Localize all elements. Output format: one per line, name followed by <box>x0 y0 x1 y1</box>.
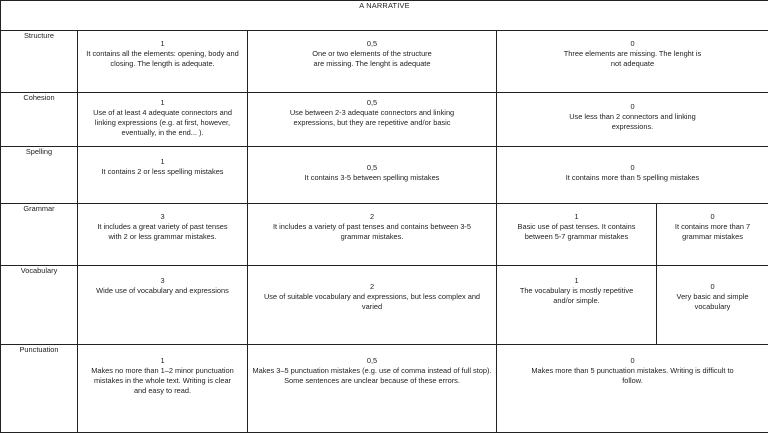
score-cell <box>78 204 248 266</box>
score-value: 0 <box>661 266 764 292</box>
score-value: 0 <box>501 345 764 366</box>
score-value: 0 <box>501 31 764 49</box>
criterion-cell: Spelling <box>1 147 78 204</box>
score-cell <box>248 93 497 147</box>
score-cell <box>78 266 248 345</box>
score-value: 1 <box>82 93 243 108</box>
rubric-row-structure <box>1 31 768 93</box>
rubric-row-vocabulary <box>1 266 768 345</box>
score-description: It contains 3-5 between spelling mistakes <box>252 173 492 183</box>
score-description: It contains 2 or less spelling mistakes <box>82 167 243 177</box>
score-cell <box>497 93 768 147</box>
score-cell <box>497 147 768 204</box>
score-value: 2 <box>252 266 492 292</box>
criterion-cell: Structure <box>1 31 78 93</box>
score-value: 1 <box>501 204 652 222</box>
score-description: Three elements are missing. The lenght is not adequate <box>501 49 764 69</box>
score-description: Wide use of vocabulary and expressions <box>82 286 243 296</box>
score-value: 1 <box>501 266 652 286</box>
score-description: Makes more than 5 punctuation mistakes. Writing is difficult to follow. <box>501 366 764 386</box>
score-cell <box>78 31 248 93</box>
score-description: It contains more than 7 grammar mistakes <box>661 222 764 242</box>
score-description: It contains all the elements: opening, body and closing. The length is adequate. <box>82 49 243 69</box>
score-description: One or two elements of the structure are missing. The lenght is adequate <box>252 49 492 69</box>
score-cell <box>657 266 768 345</box>
score-description: The vocabulary is mostly repetitive and/or simple. <box>501 286 652 306</box>
score-value: 0 <box>501 93 764 112</box>
score-value: 0,5 <box>252 345 492 366</box>
criterion-cell: Punctuation <box>1 345 78 433</box>
score-description: It includes a variety of past tenses and contains between 3-5 grammar mistakes. <box>252 222 492 242</box>
rubric-row-grammar <box>1 204 768 266</box>
score-description: Makes no more than 1–2 minor punctuation mistakes in the whole text. Writing is clear and easy to read. <box>82 366 243 396</box>
score-value: 0,5 <box>252 31 492 49</box>
score-cell <box>497 204 657 266</box>
score-description: It includes a great variety of past tenses with 2 or less grammar mistakes. <box>82 222 243 242</box>
score-cell <box>497 266 657 345</box>
score-cell <box>497 31 768 93</box>
score-cell <box>248 266 497 345</box>
score-value: 0,5 <box>252 93 492 108</box>
score-cell <box>78 93 248 147</box>
score-cell <box>248 204 497 266</box>
criterion-cell: Cohesion <box>1 93 78 147</box>
score-cell <box>78 147 248 204</box>
score-cell <box>657 204 768 266</box>
score-cell <box>248 31 497 93</box>
score-value: 0 <box>661 204 764 222</box>
score-value: 0 <box>501 147 764 173</box>
criterion-cell: Grammar <box>1 204 78 266</box>
score-value: 3 <box>82 204 243 222</box>
score-cell <box>248 345 497 433</box>
rubric-row-cohesion <box>1 93 768 147</box>
score-value: 3 <box>82 266 243 286</box>
page-title: A NARRATIVE <box>1 1 768 31</box>
score-cell <box>248 147 497 204</box>
score-value: 1 <box>82 345 243 366</box>
score-description: Use of at least 4 adequate connectors and linking expressions (e.g. at first, however, eventually, in the end... ). <box>82 108 243 138</box>
rubric-row-punctuation <box>1 345 768 433</box>
score-value: 2 <box>252 204 492 222</box>
score-description: It contains more than 5 spelling mistakes <box>501 173 764 183</box>
score-description: Basic use of past tenses. It contains between 5-7 grammar mistakes <box>501 222 652 242</box>
score-value: 0,5 <box>252 147 492 173</box>
criterion-cell: Vocabulary <box>1 266 78 345</box>
score-description: Use between 2-3 adequate connectors and linking expressions, but they are repetitive and/or basic <box>252 108 492 128</box>
score-description: Very basic and simple vocabulary <box>661 292 764 312</box>
score-description: Use of suitable vocabulary and expressions, but less complex and varied <box>252 292 492 312</box>
score-value: 1 <box>82 31 243 49</box>
score-description: Makes 3–5 punctuation mistakes (e.g. use of comma instead of full stop). Some sentences are unclear because of these errors. <box>252 366 492 386</box>
score-cell <box>78 345 248 433</box>
title-row <box>1 1 768 31</box>
rubric-row-spelling <box>1 147 768 204</box>
score-value: 1 <box>82 147 243 167</box>
score-cell <box>497 345 768 433</box>
score-description: Use less than 2 connectors and linking expressions. <box>501 112 764 132</box>
